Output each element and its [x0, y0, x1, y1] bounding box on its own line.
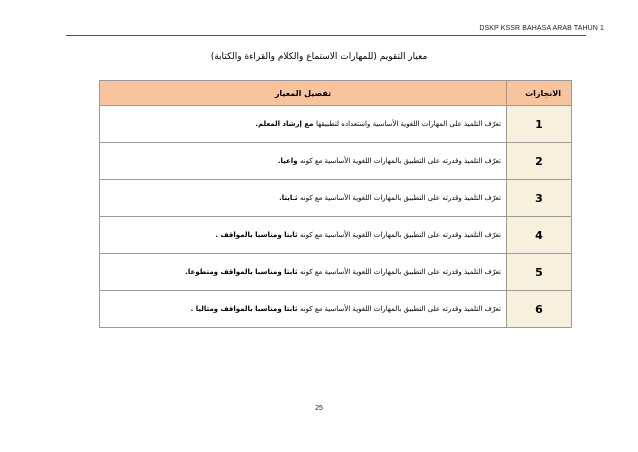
- description-emphasis: ثابتا ومناسبا بالمواقف .: [215, 231, 300, 239]
- header-rule: [66, 35, 586, 36]
- document-header-label: DSKP KSSR BAHASA ARAB TAHUN 1: [479, 25, 604, 32]
- level-description: [100, 217, 507, 254]
- description-text: تعرّف التلميذ على المهارات اللغوية الأساسية واستعداده لتطبيقها: [315, 120, 501, 128]
- level-number: 1: [507, 106, 572, 143]
- level-description: [100, 143, 507, 180]
- level-number: 3: [507, 180, 572, 217]
- table-row: [100, 143, 572, 180]
- description-emphasis: واعيا.: [277, 157, 300, 165]
- description-text: تعرّف التلميذ وقدرته على التطبيق بالمهارات اللغوية الأساسية مع كونه: [299, 305, 501, 313]
- level-description: [100, 106, 507, 143]
- description-emphasis: ثابتا ومناسبا بالمواقف ومثاليا .: [190, 305, 300, 313]
- table-row: [100, 106, 572, 143]
- assessment-standards-table: [99, 80, 572, 328]
- description-text: تعرّف التلميذ وقدرته على التطبيق بالمهارات اللغوية الأساسية مع كونه: [299, 231, 501, 239]
- page-number: 25: [315, 405, 323, 412]
- table-row: [100, 180, 572, 217]
- description-emphasis: مع إرشاد المعلم.: [255, 120, 316, 128]
- description-text: تعرّف التلميذ وقدرته على التطبيق بالمهارات اللغوية الأساسية مع كونه: [299, 157, 501, 165]
- level-number: 2: [507, 143, 572, 180]
- level-number: 5: [507, 254, 572, 291]
- table-header-row: [100, 81, 572, 106]
- level-description: [100, 254, 507, 291]
- description-emphasis: ثـابتا.: [279, 194, 300, 202]
- column-header-description: تفصيل المعيار: [100, 81, 507, 106]
- table-row: [100, 254, 572, 291]
- level-description: [100, 291, 507, 328]
- description-emphasis: ثابتا ومناسبا بالمواقف ومتطوعا.: [185, 268, 300, 276]
- description-text: تعرّف التلميذ وقدرته على التطبيق بالمهارات اللغوية الأساسية مع كونه: [299, 194, 501, 202]
- level-number: 4: [507, 217, 572, 254]
- table-row: [100, 217, 572, 254]
- table-row: [100, 291, 572, 328]
- level-description: [100, 180, 507, 217]
- column-header-level: الانجازات: [507, 81, 572, 106]
- description-text: تعرّف التلميذ وقدرته على التطبيق بالمهارات اللغوية الأساسية مع كونه: [299, 268, 501, 276]
- level-number: 6: [507, 291, 572, 328]
- section-title: معيار التقويم (للمهارات الاستماع والكلام والقراءة والكتابة): [210, 52, 428, 62]
